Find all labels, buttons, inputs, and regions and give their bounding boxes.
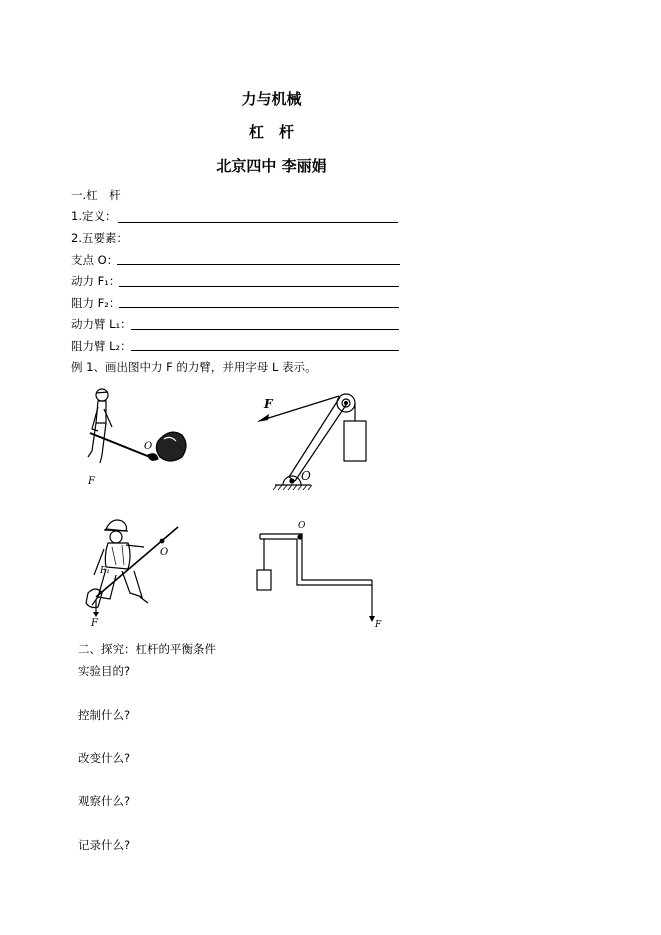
effort-arm-blank[interactable] [131, 329, 399, 330]
figure-pulley-rod [255, 385, 380, 493]
document-title: 力与机械 [241, 90, 302, 108]
fulcrum-label: 支点 O： [71, 253, 119, 267]
section-heading-lever: 一.杠 杆 [71, 188, 121, 202]
example-1-prompt: 例 1、画出图中力 F 的力臂，并用字母 L 表示。 [71, 360, 317, 374]
question-control: 控制什么? [78, 708, 131, 722]
effort-force-label: 动力 F₁： [71, 274, 121, 288]
definition-blank[interactable] [118, 222, 398, 223]
fig4-label-f: F [375, 620, 382, 630]
resistance-arm-blank[interactable] [131, 350, 399, 351]
fig1-label-f: F [88, 476, 95, 487]
figure-bent-lever [250, 518, 390, 630]
figure-shovel-rock [78, 385, 198, 490]
resistance-force-label: 阻力 F₂： [71, 296, 121, 310]
section-heading-balance: 二、探究：杠杆的平衡条件 [78, 642, 216, 656]
fig3-label-f1: F₁ [100, 566, 110, 576]
question-record: 记录什么? [78, 838, 131, 852]
effort-force-blank[interactable] [119, 286, 399, 287]
lesson-title: 杠 杆 [248, 123, 294, 141]
question-purpose: 实验目的? [78, 664, 131, 678]
author-line: 北京四中 李丽娟 [216, 157, 327, 175]
question-change: 改变什么? [78, 751, 131, 765]
fig3-label-o: O [160, 547, 169, 558]
definition-label: 1.定义： [71, 209, 117, 223]
fulcrum-blank[interactable] [117, 264, 400, 265]
fig3-label-f: F [91, 618, 98, 627]
fig1-label-o: O [144, 441, 153, 452]
resistance-arm-label: 阻力臂 L₂： [71, 339, 132, 353]
five-elements-label: 2.五要素： [71, 231, 128, 245]
fig2-label-f: F [264, 397, 273, 411]
fig4-label-o: O [298, 521, 306, 531]
fig2-label-o: O [301, 469, 311, 483]
question-observe: 观察什么? [78, 794, 131, 808]
resistance-force-blank[interactable] [119, 307, 399, 308]
figure-worker-shovel [78, 515, 183, 627]
effort-arm-label: 动力臂 L₁： [71, 317, 132, 331]
